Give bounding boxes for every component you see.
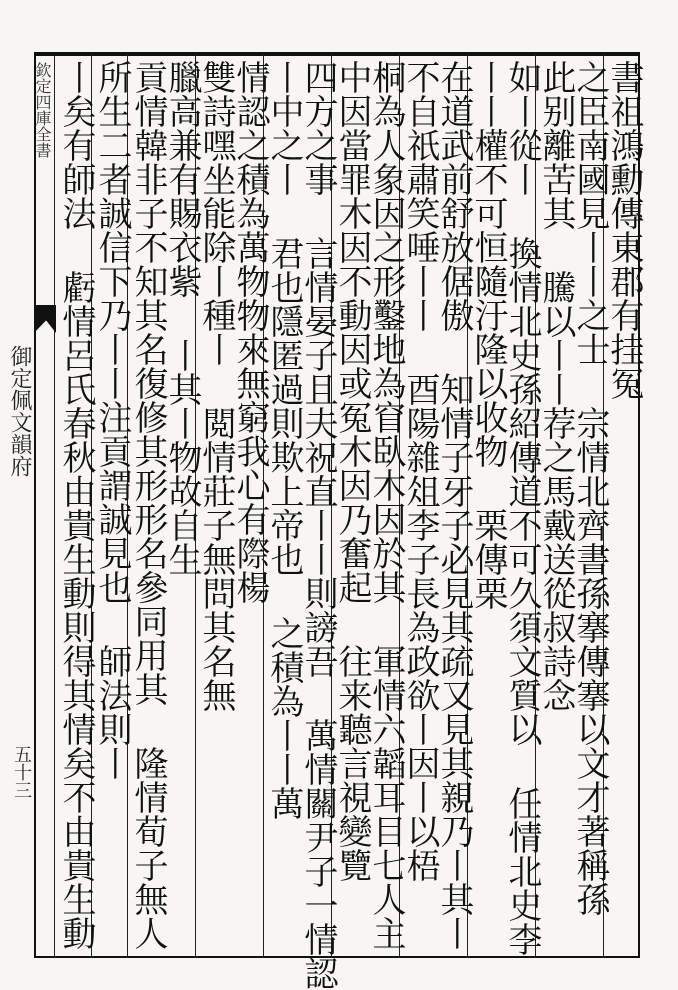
text-column: 中因當罪木因不動因或冤木因乃奮起 往来聽言視變覽 <box>332 60 372 882</box>
text-column: 丨丨權不可恒隨汙隆以收物 栗傳栗 <box>468 60 508 610</box>
text-column: 情認之積為萬物物來無窮我心有際楊 <box>230 60 270 604</box>
text-column: 臘高兼有賜衣紫 丨其丨物故自生 <box>162 60 202 576</box>
text-column: 貢情韓非子不知其名復修其形形名參同用其 隆情荀子無人 <box>128 60 168 950</box>
text-column: 書祖鴻勳傳東郡有挂冤 <box>604 60 644 400</box>
page-number: 五十三 <box>11 745 32 799</box>
text-column: 四方之事 言情晏子且夫祝直丨丨則謗吾 萬情關尹子一情認 <box>298 60 338 990</box>
text-column: 在道武前舒放倨傲 知情子牙子必見其疏又見其親乃丨其丨 <box>434 60 474 950</box>
text-column: 桐為人象因之形鑿地為窅臥木因於其 軍情六韜耳目七人主 <box>366 60 406 950</box>
text-column: 丨矣有師法 虧情呂氏春秋由貴生動則得其情矣不由貴生動 <box>56 60 96 950</box>
text-column: 丨中之丨 君也隱匿過則欺上帝也 之積為丨丨萬 <box>264 60 304 820</box>
text-column: 雙詩嘿坐能除丨種丨 閲情莊子無問其名無 <box>196 60 236 712</box>
text-column: 所生二者誠信下乃丨丨注貢謂誠見也 師法則丨 <box>92 60 132 780</box>
text-column: 不自祇肅笑唾丨丨 酉陽雜俎李子長為政欲丨因丨以梧 <box>400 60 440 882</box>
text-column: 之臣南國見丨丨之士 宗情北齊書孫搴傳搴以文才著稱孫 <box>570 60 610 916</box>
spine-title: 御定佩文韻府 <box>7 345 32 477</box>
margin-fragment-text: 欽定四庫全書 <box>33 62 52 158</box>
text-column: 此别離苦其 騰以丨丨荐之馬戴送從叔詩念 <box>536 60 576 712</box>
frame-top-rule <box>34 52 640 56</box>
text-column: 如丨從丨 換情北史孫紹傳道不可久須文質以 任情北史李 <box>502 60 542 956</box>
